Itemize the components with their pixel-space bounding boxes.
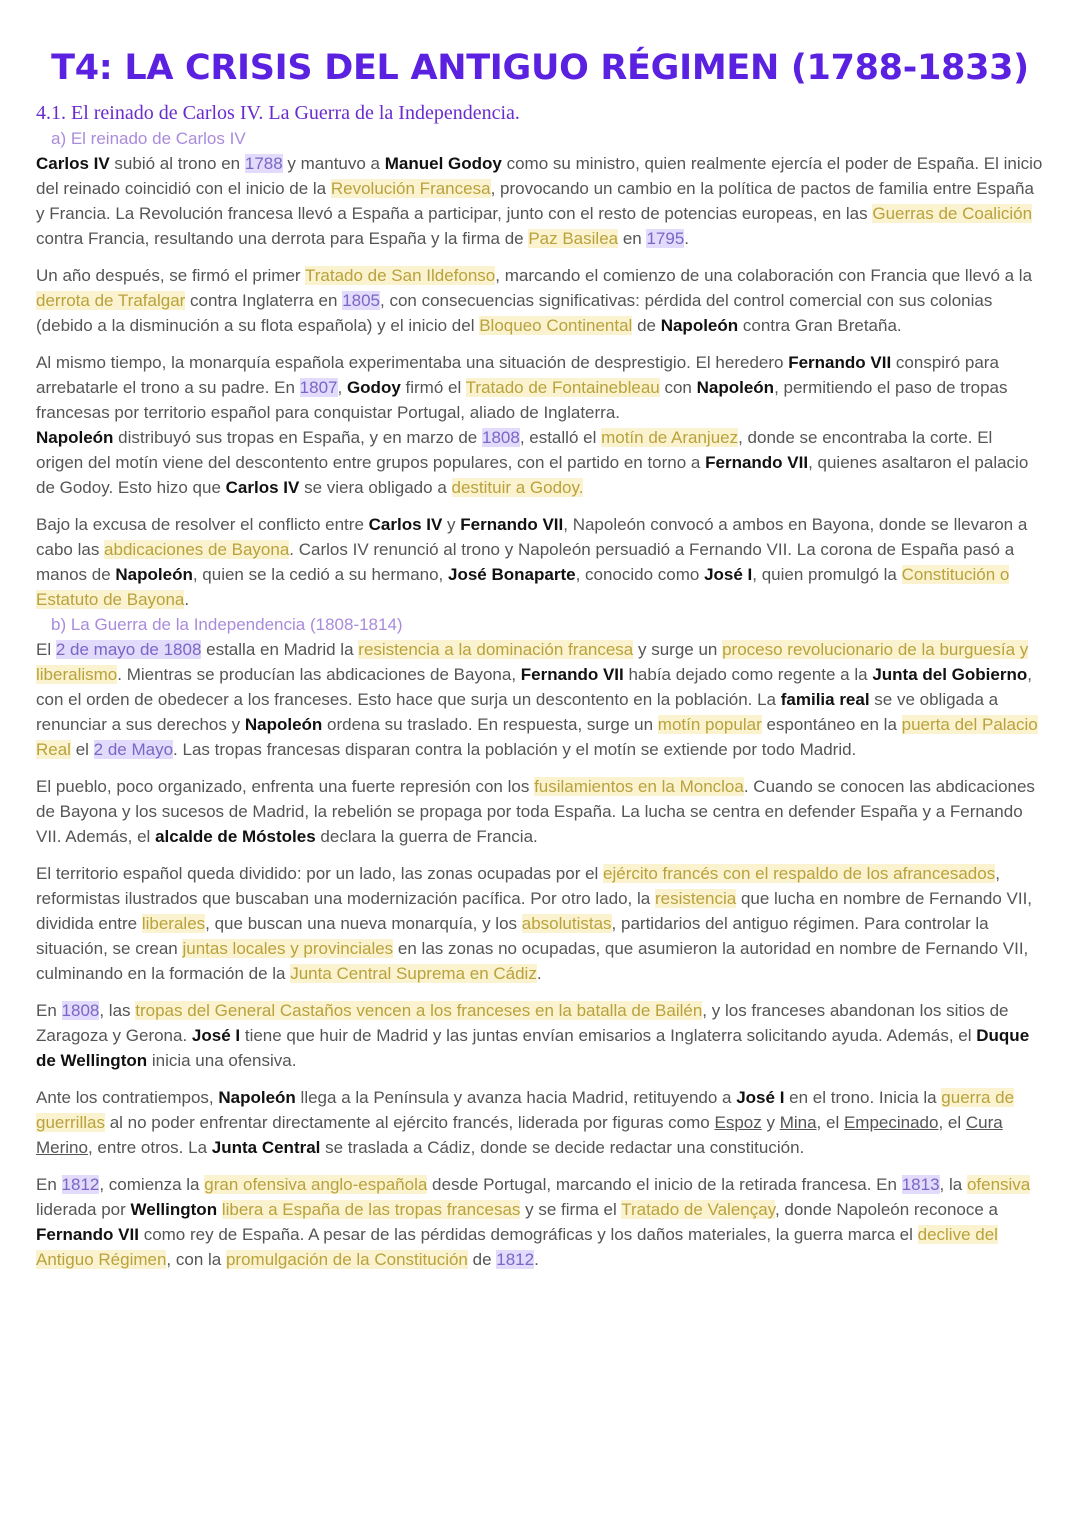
highlight-yellow: declive del Antiguo Régimen	[36, 1225, 998, 1269]
bold-term: Napoleón	[115, 565, 193, 584]
paragraph: El pueblo, poco organizado, enfrenta una fuerte represión con los fusilamientos en la Moncloa. Cuando se conocen las abdicaciones de Bayona y los sucesos de Madrid, la rebelión se propaga por toda España. La lucha se centra en defender España y a Fernando VII. Además, el alcalde de Móstoles declara la guerra de Francia.	[36, 777, 1035, 846]
highlight-date: 1813	[901, 1175, 940, 1194]
paragraph: El 2 de mayo de 1808 estalla en Madrid la resistencia a la dominación francesa y surge un proceso revolucionario de la burguesía y liberalismo. Mientras se producían las abdicaciones de Bayona, Fernando VII había dejado como regente a la Junta del Gobierno, con el orden de obedecer a los franceses. Esto hace que surja un descontento en la población. La familia real se ve obligada a renunciar a sus derechos y Napoleón ordena su traslado. En respuesta, surge un motín popular espontáneo en la puerta del Palacio Real el 2 de Mayo. Las tropas francesas disparan contra la población y el motín se extiende por todo Madrid.	[36, 640, 1038, 759]
bold-term: familia real	[780, 690, 870, 709]
bold-term: José I	[736, 1088, 785, 1107]
highlight-yellow: motín popular	[657, 715, 762, 734]
paragraph: Ante los contratiempos, Napoleón llega a la Península y avanza hacia Madrid, retituyendo a José I en el trono. Inicia la guerra de guerrillas al no poder enfrentar directamente al ejército francés, liderada por figuras como Espoz y Mina, el Empecinado, el Cura Merino, entre otros. La Junta Central se traslada a Cádiz, donde se decide redactar una constitución.	[36, 1088, 1015, 1157]
underlined-name: Mina	[779, 1113, 817, 1132]
bold-term: Duque de Wellington	[36, 1026, 1030, 1070]
bold-term: José I	[704, 565, 753, 584]
bold-term: Junta Central	[211, 1138, 321, 1157]
highlight-yellow: motín de Aranjuez	[601, 428, 739, 447]
highlight-yellow: liberales	[141, 914, 206, 933]
bold-term: Napoleón	[244, 715, 323, 734]
highlight-yellow: destituir a Godoy.	[451, 478, 584, 497]
bold-term: Napoleón	[696, 378, 775, 397]
highlight-yellow: proceso revolucionario de la burguesía y liberalismo	[36, 640, 1029, 684]
highlight-date: 1788	[244, 154, 283, 173]
highlight-yellow: puerta del Palacio Real	[36, 715, 1038, 759]
highlight-yellow: ofensiva	[966, 1175, 1031, 1194]
highlight-yellow: Paz Basilea	[528, 229, 619, 248]
highlight-yellow: resistencia a la dominación francesa	[358, 640, 634, 659]
bold-term: Fernando VII	[705, 453, 809, 472]
highlight-yellow: Guerras de Coalición	[872, 204, 1033, 223]
highlight-date: 1807	[299, 378, 338, 397]
highlight-yellow: Constitución o Estatuto de Bayona	[36, 565, 1010, 609]
bold-term: Carlos IV	[36, 154, 110, 173]
highlight-yellow: tropas del General Castaños vencen a los franceses en la batalla de Bailén	[135, 1001, 703, 1020]
bold-term: Napoleón	[660, 316, 739, 335]
highlight-date: 1812	[496, 1250, 535, 1269]
section-heading: 4.1. El reinado de Carlos IV. La Guerra de la Independencia.	[36, 102, 520, 124]
highlight-yellow: Junta Central Suprema en Cádiz	[290, 964, 537, 983]
highlight-yellow: promulgación de la Constitución	[225, 1250, 468, 1269]
paragraph: En 1812, comienza la gran ofensiva anglo-española desde Portugal, marcando el inicio de la retirada francesa. En 1813, la ofensiva liderada por Wellington libera a España de las tropas francesas y se firma el Tratado de Valençay, donde Napoleón reconoce a Fernando VII como rey de España. A pesar de las pérdidas demográficas y los daños materiales, la guerra marca el declive del Antiguo Régimen, con la promulgación de la Constitución de 1812.	[36, 1175, 1031, 1269]
highlight-yellow: fusilamientos en la Moncloa	[534, 777, 744, 796]
highlight-yellow: libera a España de las tropas francesas	[221, 1200, 521, 1219]
bold-term: Napoleón	[218, 1088, 296, 1107]
bold-term: Fernando VII	[520, 665, 624, 684]
page-title: T4: LA CRISIS DEL ANTIGUO RÉGIMEN (1788-1833)	[51, 48, 1029, 88]
paragraph: Bajo la excusa de resolver el conflicto entre Carlos IV y Fernando VII, Napoleón convocó a ambos en Bayona, donde se llevaron a cabo las abdicaciones de Bayona. Carlos IV renunció al trono y Napoleón persuadió a Fernando VII. La corona de España pasó a manos de Napoleón, quien se la cedió a su hermano, José Bonaparte, conocido como José I, quien promulgó la Constitución o Estatuto de Bayona.	[36, 515, 1028, 609]
bold-term: Fernando VII	[460, 515, 564, 534]
underlined-name: Espoz	[714, 1113, 762, 1132]
paragraph: Al mismo tiempo, la monarquía española experimentaba una situación de desprestigio. El heredero Fernando VII conspiró para arrebatarle el trono a su padre. En 1807, Godoy firmó el Tratado de Fontainebleau con Napoleón, permitiendo el paso de tropas francesas por territorio español para conquistar Portugal, aliado de Inglaterra. Napoleón distribuyó sus tropas en España, y en marzo de 1808, estalló el motín de Aranjuez, donde se encontraba la corte. El origen del motín viene del descontento entre grupos populares, con el partido en torno a Fernando VII, quienes asaltaron el palacio de Godoy. Esto hizo que Carlos IV se viera obligado a destituir a Godoy.	[36, 353, 1029, 497]
paragraph: Un año después, se firmó el primer Tratado de San Ildefonso, marcando el comienzo de una colaboración con Francia que llevó a la derrota de Trafalgar contra Inglaterra en 1805, con consecuencias significativas: pérdida del control comercial con sus colonias (debido a la disminución a su flota española) y el inicio del Bloqueo Continental de Napoleón contra Gran Bretaña.	[36, 266, 1033, 335]
highlight-date: 2 de mayo de 1808	[55, 640, 202, 659]
highlight-yellow: Tratado de Fontainebleau	[465, 378, 660, 397]
bold-term: Napoleón	[36, 428, 114, 447]
highlight-yellow: abdicaciones de Bayona	[104, 540, 290, 559]
highlight-yellow: derrota de Trafalgar	[36, 291, 186, 310]
highlight-date: 2 de Mayo	[93, 740, 174, 759]
subsection-heading-b: b) La Guerra de la Independencia (1808-1814)	[51, 615, 403, 634]
highlight-yellow: juntas locales y provinciales	[182, 939, 394, 958]
bold-term: José I	[191, 1026, 241, 1045]
underlined-name: Empecinado	[843, 1113, 939, 1132]
highlight-date: 1808	[61, 1001, 100, 1020]
highlight-yellow: Bloqueo Continental	[479, 316, 633, 335]
bold-term: Godoy	[346, 378, 401, 397]
bold-term: Fernando VII	[788, 353, 892, 372]
highlight-yellow: resistencia	[654, 889, 737, 908]
bold-term: Junta del Gobierno	[872, 665, 1028, 684]
highlight-yellow: gran ofensiva anglo-española	[204, 1175, 428, 1194]
bold-term: Fernando VII	[36, 1225, 139, 1244]
bold-term: José Bonaparte	[448, 565, 576, 584]
highlight-date: 1812	[61, 1175, 100, 1194]
underlined-name: Cura Merino	[36, 1113, 1003, 1157]
bold-term: Wellington	[130, 1200, 218, 1219]
bold-term: alcalde de Móstoles	[155, 827, 316, 846]
bold-term: Carlos IV	[225, 478, 300, 497]
highlight-yellow: Tratado de San Ildefonso	[304, 266, 496, 285]
paragraph: Carlos IV subió al trono en 1788 y mantuvo a Manuel Godoy como su ministro, quien realmente ejercía el poder de España. El inicio del reinado coincidió con el inicio de la Revolución Francesa, provocando un cambio en la política de pactos de familia entre España y Francia. La Revolución francesa llevó a España a participar, junto con el resto de potencias europeas, en las Guerras de Coalición contra Francia, resultando una derrota para España y la firma de Paz Basilea en 1795.	[36, 154, 1043, 248]
highlight-yellow: absolutistas	[521, 914, 612, 933]
highlight-yellow: ejército francés con el respaldo de los afrancesados	[603, 864, 996, 883]
paragraph: El territorio español queda dividido: por un lado, las zonas ocupadas por el ejército francés con el respaldo de los afrancesados, reformistas ilustrados que buscaban una modernización pacífica. Por otro lado, la resistencia que lucha en nombre de Fernando VII, dividida entre liberales, que buscan una nueva monarquía, y los absolutistas, partidarios del antiguo régimen. Para controlar la situación, se crean juntas locales y provinciales en las zonas no ocupadas, que asumieron la autoridad en nombre de Fernando VII, culminando en la formación de la Junta Central Suprema en Cádiz.	[36, 864, 1033, 983]
highlight-yellow: Tratado de Valençay	[621, 1200, 775, 1219]
bold-term: Manuel Godoy	[384, 154, 502, 173]
highlight-date: 1808	[481, 428, 520, 447]
highlight-date: 1805	[342, 291, 381, 310]
bold-term: Carlos IV	[368, 515, 443, 534]
highlight-yellow: Revolución Francesa	[330, 179, 491, 198]
subsection-heading-a: a) El reinado de Carlos IV	[51, 129, 246, 148]
highlight-date: 1795	[646, 229, 685, 248]
paragraph: En 1808, las tropas del General Castaños vencen a los franceses en la batalla de Bailén, y los franceses abandonan los sitios de Zaragoza y Gerona. José I tiene que huir de Madrid y las juntas envían emisarios a Inglaterra solicitando ayuda. Además, el Duque de Wellington inicia una ofensiva.	[36, 1001, 1030, 1070]
highlight-yellow: guerra de guerrillas	[36, 1088, 1015, 1132]
